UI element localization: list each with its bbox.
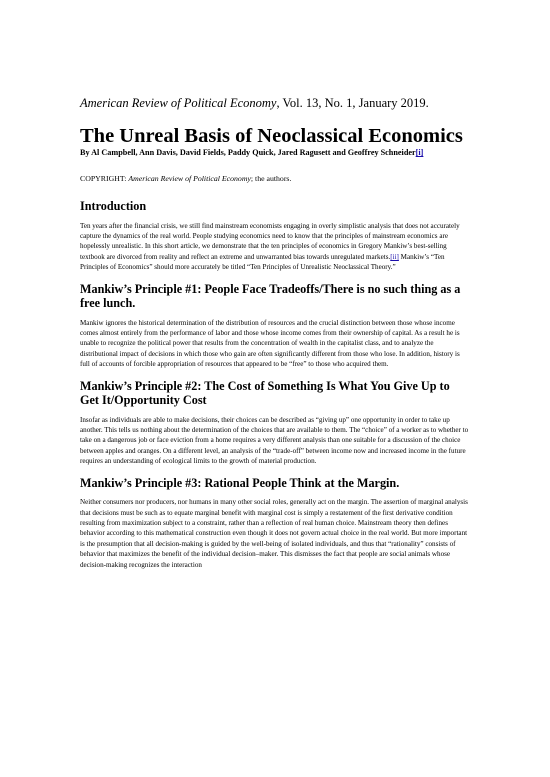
- principle-3-paragraph: Neither consumers nor producers, nor humans in many other social roles, generally act on the margin. The assertion of marginal analysis that decisions must be such as to equate marginal benefit with marginal cost is simply a restatement of the first derivative condition resulting from maximization subject to a constraint, rather than a reflection of real human choice. Mainstream theory then defines behavior according to this mathematical construction even though it does not govern actual choice in the real world. But more important is the presumption that all decision-making is guided by the well-being of isolated individuals, and thus that “rationality” consists of behavior that maximizes the benefit of the individual decision–maker. This dismisses the fact that people are social animals whose decision-making recognizes the interaction: [80, 498, 468, 569]
- copyright-line: [80, 174, 470, 184]
- section-heading-principle-1: Mankiw’s Principle #1: People Face Tradeoffs/There is no such thing as a free lunch.: [80, 281, 461, 311]
- introduction-text-end: Mankiw’s “Ten Principles of Economics” should more accurately be titled “Ten Principles of Unrealistic Neoclassical Theory.”: [80, 252, 445, 272]
- footnote-link-ii[interactable]: [ii]: [390, 252, 399, 261]
- journal-name: American Review of Political Economy: [80, 96, 277, 110]
- copyright-prefix: COPYRIGHT:: [80, 174, 129, 183]
- section-heading-principle-3: Mankiw’s Principle #3: Rational People Think at the Margin.: [80, 475, 400, 490]
- introduction-text: Ten years after the financial crisis, we still find mainstream economists engaging in overly simplistic analysis that does not accurately capture the dynamics of the real world. People studying economics need to know that the principles of mainstream economics are hopelessly unrealistic. In this short article, we demonstrate that the ten principles of economics in Gregory Mankiw’s best-selling textbook are divorced from reality and reflect an extreme and unwarranted bias towards unregulated markets.: [80, 221, 460, 261]
- author-list: By Al Campbell, Ann Davis, David Fields, Paddy Quick, Jared Ragusett and Geoffrey Schneider: [80, 148, 416, 157]
- introduction-paragraph: [80, 221, 470, 273]
- journal-citation: [80, 96, 470, 111]
- copyright-source: American Review of Political Economy: [128, 174, 251, 183]
- section-heading-principle-2: Mankiw’s Principle #2: The Cost of Something Is What You Give Up to Get It/Opportunity Cost: [80, 378, 450, 408]
- footnote-link-i[interactable]: [i]: [415, 148, 424, 157]
- section-heading-introduction: Introduction: [80, 199, 147, 213]
- principle-2-paragraph: Insofar as individuals are able to make decisions, their choices can be described as “giving up” one opportunity in order to take up another. This tells us nothing about the determination of the choices that are available to them. The “choice” of a worker as to whether to take on a dangerous job or face eviction from a home requires a very different analysis than one suitable for a discussion of the choice between apples and oranges. On a different level, an analysis of the “trade-off” between income now and increased income in the future requires an understanding of ecological limits to the growth of material production.: [80, 415, 469, 466]
- author-byline: [80, 148, 470, 158]
- copyright-suffix: ; the authors.: [250, 174, 292, 183]
- principle-1-paragraph: Mankiw ignores the historical determination of the distribution of resources and the crucial distinction between those whose income comes almost entirely from the performance of labor and those whose income comes from their ownership of capital. As a result he is unable to recognize the political power that results from the concentration of wealth in the capitalist class, and to analyze the distributional impact of decisions in which those who gain are often significantly different from those who lose. In addition, history is full of accounts of forcible appropriation of resources that appeared to be “free” to those who acquired them.: [80, 318, 460, 369]
- journal-issue: , Vol. 13, No. 1, January 2019.: [276, 96, 429, 110]
- article-title: The Unreal Basis of Neoclassical Economics: [80, 125, 463, 147]
